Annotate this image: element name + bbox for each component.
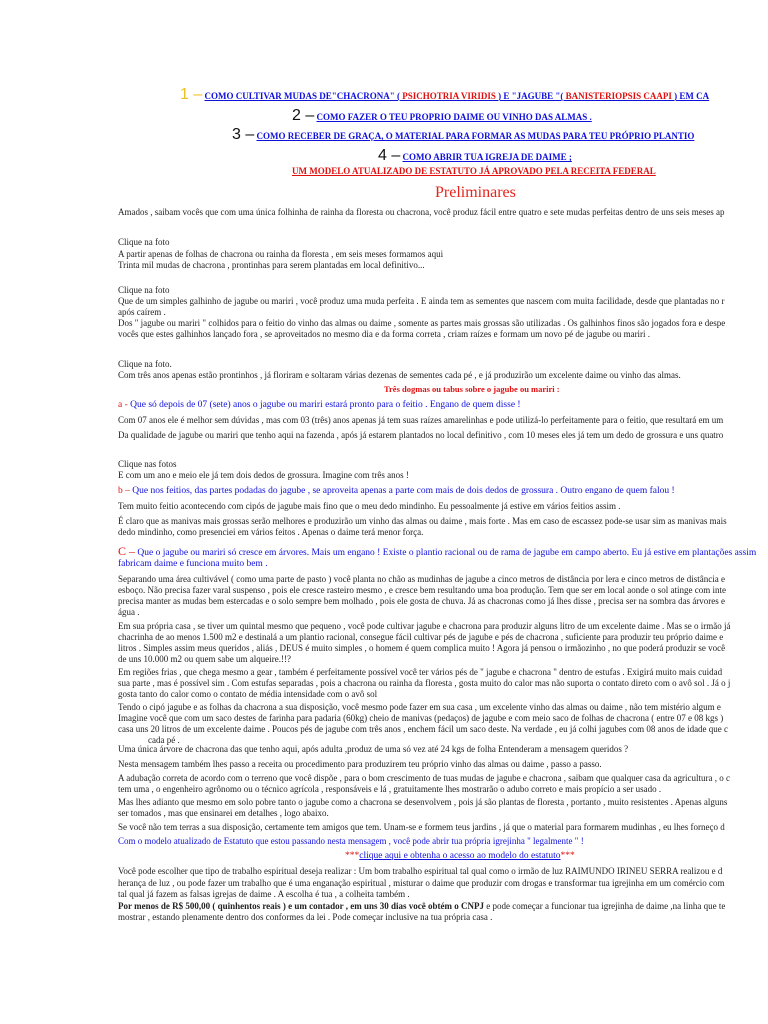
body-line: Trinta mil mudas de chacrona , prontinhas para serem plantadas em local definitivo...: [118, 260, 425, 270]
dogma-c-continued: fabricam daime e funciona muito bem .: [118, 559, 268, 569]
dogma-a: a - Que só depois de 07 (sete) anos o jagube ou mariri estará pronto para o feitio . Engano de quem disse !: [118, 400, 521, 410]
heading-2[interactable]: [292, 107, 592, 126]
heading-4-link[interactable]: COMO ABRIR TUA IGREJA DE DAIME ;: [402, 152, 572, 162]
body-line: cada pé .: [148, 735, 180, 745]
body-line: de uns 10.000 m2 ou quem sabe um alqueire.!!?: [118, 654, 291, 664]
body-line: Uma única árvore de chacrona das que tenho aqui, após adulta ,produz de uma só vez até 24 kgs de folha Entenderam a mensagem queridos ?: [118, 744, 629, 754]
body-line: A adubação correta de acordo com o terreno que você dispõe , para o bom crescimento de tuas mudas de jagube e chacrona , saibam que qualquer casa da agricultura , o c: [118, 773, 730, 783]
photo-caption: Clique na foto.: [118, 359, 172, 369]
dogma-b: b – Que nos feitios, das partes podadas do jagube , se aproveita apenas a parte com mais de dois dedos de grossura . Outro engano de quem falou !: [118, 486, 675, 496]
heading-subtitle[interactable]: [292, 162, 656, 180]
body-line: mostrar , estando plenamente dentro dos conformes da lei . Pode começar inclusive na tua própria casa .: [118, 912, 493, 922]
heading-number: 1 –: [180, 86, 203, 103]
dogmas-title: Três dogmas ou tabus sobre o jagube ou mariri :: [384, 384, 560, 394]
body-line: É claro que as manivas mais grossas serão melhores e produzirão um vinho das almas ou daime , mais forte . Mas em caso de escassez pode-se usar sim as manivas mais: [118, 516, 727, 526]
photo-caption: Clique na foto: [118, 285, 170, 295]
body-line: gosta tanto do calor como o contato de média intensidade com o avô sol: [118, 689, 378, 699]
body-line: Em regiões frias , que chega mesmo a gear , também é perfeitamente possível você ter vários pés de " jagube e chacrona " dentro de estufas . Exigirá muito mais cuidad: [118, 667, 723, 677]
body-line: Em sua própria casa , se tiver um quintal mesmo que pequeno , você pode cultivar jagube e chacrona para produzir alguns litro de um excelente daime . Mas se o irmão já: [118, 621, 731, 631]
body-line: água .: [118, 607, 140, 617]
body-line: Com três anos apenas estão prontinhos , já floriram e soltaram várias dezenas de sementes cada pé , e já produzirão um excelente daime ou vinho das almas.: [118, 370, 681, 380]
body-line: Com 07 anos ele é melhor sem dúvidas , mas com 03 (três) anos apenas já tem suas raízes amarelinhas e pode utilizá-lo perfeitamente para o feitio, que resultará em um: [118, 415, 724, 425]
body-line: E com um ano e meio ele já tem dois dedos de grossura. Imagine com três anos !: [118, 470, 409, 480]
body-line: Tem muito feitio acontecendo com cipós de jagube mais fino que o meu dedo mindinho. Eu pessoalmente já estive em vários feitios assim .: [118, 501, 621, 511]
body-line: após caírem .: [118, 307, 166, 317]
body-line: sua parte , mas é possível sim . Com estufas separadas , pois a chacrona ou rainha da floresta , gosta muito do calor mas não suporta o contato direto com o avô sol . Já o j: [118, 678, 731, 688]
estatuto-line: Com o modelo atualizado de Estatuto que estou passando nesta mensagem , você pode abrir tua própria igrejinha " legalmente " !: [118, 836, 584, 846]
body-line: Você pode escolher que tipo de trabalho espiritual deseja realizar : Um bom trabalho espiritual tal qual como o irmão de luz RAIMUNDO IRINEU SERRA realizou e d: [118, 866, 723, 876]
body-line: vocês que estes galhinhos lançado fora , se aproveitados no mesmo dia e da forma correta , criam raízes e formam um novo pé de jagube ou mariri .: [118, 329, 651, 339]
body-line: precisa manter as mudas bem estercadas e o solo sempre bem molhado , pois ele gosta de chuva. Já as chacronas como já lhes disse , precisa ser na sombra das árvores e: [118, 596, 726, 606]
body-line: Amados , saibam vocês que com uma única folhinha de rainha da floresta ou chacrona, você produz fácil entre quatro e sete mudas perfeitas dentro de uns seis meses ap: [118, 207, 725, 217]
body-line: A partir apenas de folhas de chacrona ou rainha da floresta , em seis meses formamos aqui: [118, 249, 444, 259]
photo-caption: Clique nas fotos: [118, 459, 177, 469]
photo-caption: Clique na foto: [118, 237, 170, 247]
body-line: Tendo o cipó jagube e as folhas da chacrona a sua disposição, você mesmo pode fazer em sua casa , um excelente vinho das almas ou daime , não tem mistério algum e: [118, 702, 721, 712]
cnpj-line: Por menos de R$ 500,00 ( quinhentos reais ) e um contador , em uns 30 dias você obtém o CNPJ e pode começar a funcionar tua igrejinha de daime ,na linha que te: [118, 901, 726, 911]
body-line: Se você não tem terras a sua disposição, certamente tem amigos que tem. Unam-se e formem teus jardins , já que o material para formarem mudinhas , eu lhes forneço d: [118, 822, 725, 832]
estatuto-link-text[interactable]: clique aqui e obtenha o acesso ao modelo do estatuto: [359, 851, 561, 861]
body-line: ser tomados , mas que ensinarei em detalhes , logo abaixo.: [118, 808, 329, 818]
body-line: Mas lhes adianto que mesmo em solo pobre tanto o jagube como a chacrona se desenvolvem , pois já são plantas de floresta , portanto , muito resistentes . Apenas alguns: [118, 797, 728, 807]
page-title: Preliminares: [435, 184, 516, 201]
heading-1-link[interactable]: COMO CULTIVAR MUDAS DE"CHACRONA" ( PSICHOTRIA VIRIDIS ) E "JAGUBE "( BANISTERIOPSIS CAAPI ) EM CA: [204, 91, 710, 101]
stars-left: ***: [345, 851, 360, 861]
body-line: dedo mindinho, como presenciei em vários feitos . Apenas o daime terá menor força.: [118, 527, 424, 537]
body-line: litros . Simples assim meus queridos , aliás , DEUS é muito simples , o homem é quem complica muito ! Agora já pensou o irmãozinho , no que poderá produzir se você: [118, 643, 726, 653]
estatuto-link[interactable]: [345, 851, 575, 862]
body-line: Separando uma área cultivável ( como uma parte de pasto ) você planta no chão as mudinhas de jagube a cinco metros de distância por lera e cinco metros de distância e: [118, 574, 726, 584]
heading-number: 4 –: [378, 147, 401, 164]
heading-3[interactable]: [232, 126, 694, 145]
body-line: Nesta mensagem também lhes passo a receita ou procedimento para produzirem teu próprio vinho das almas ou daime , passo a passo.: [118, 759, 602, 769]
body-line: Da qualidade de jagube ou mariri que tenho aqui na fazenda , após já estarem plantados no local definitivo , com 10 meses eles já tem um dedo de grossura e uns quatro: [118, 430, 724, 440]
body-line: Imagine você que com um saco destes de farinha para padaria (60kg) cheio de manivas (pedaços) de jagube e com meio saco de folhas de chacrona ( entre 07 e 08 kgs ): [118, 713, 724, 723]
body-line: Que de um simples galhinho de jagube ou mariri , você produz uma muda perfeita . E ainda tem as sementes que nascem com muita facilidade, desde que plantadas no r: [118, 296, 725, 306]
body-line: tal qual já fazem as falsas igrejas de daime . A escolha é tua , a colheita também .: [118, 889, 410, 899]
subtitle-link[interactable]: UM MODELO ATUALIZADO DE ESTATUTO JÁ APROVADO PELA RECEITA FEDERAL: [292, 166, 656, 176]
heading-1[interactable]: [180, 86, 709, 105]
body-line: casa uns 20 litros de um excelente daime . Poucos pés de jagube com três anos , enchem fácil um saco deste. Na verdade , eu já colhi jagubes com 08 anos de idade que c: [118, 724, 729, 734]
heading-3-link[interactable]: COMO RECEBER DE GRAÇA, O MATERIAL PARA FORMAR AS MUDAS PARA TEU PRÓPRIO PLANTIO: [256, 131, 695, 141]
body-line: chacrinha de ao menos 1.500 m2 e destinalá a um plantio racional, consegue fácil cultivar pés de jagube e pés de chacrona , suficiente para produzir teu próprio daime e: [118, 632, 724, 642]
body-line: esboço. Não precisa fazer varal suspenso , pois ele cresce rasteiro mesmo , e cresce bem resultando uma boa produção. Tem que ser em local aonde o sol atinge com inte: [118, 585, 726, 595]
body-line: Dos " jagube ou mariri " colhidos para o feitio do vinho das almas ou daime , somente as partes mais grossas são utilizadas . Os galhinhos finos são jogados fora e despe: [118, 318, 726, 328]
body-line: tem uma , o engenheiro agrônomo ou o técnico agrícola , responsáveis e lá , gratuitamente lhes mostrarão o adubo correto e mais propício a ser usado .: [118, 784, 662, 794]
heading-number: 2 –: [292, 107, 315, 124]
stars-right: ***: [560, 851, 575, 861]
heading-2-link[interactable]: COMO FAZER O TEU PROPRIO DAIME OU VINHO DAS ALMAS .: [316, 112, 592, 122]
heading-number: 3 –: [232, 126, 255, 143]
body-line: herança de luz , ou pode fazer um trabalho que é uma enganação espiritual , misturar o daime que produzir com drogas e transformar tua igrejinha em um comércio com: [118, 878, 725, 888]
dogma-c: C – Que o jagube ou mariri só cresce em árvores. Mais um engano ! Existe o plantio racional ou de rama de jagube em campo aberto. Eu já estive em plantações assim: [118, 544, 757, 558]
